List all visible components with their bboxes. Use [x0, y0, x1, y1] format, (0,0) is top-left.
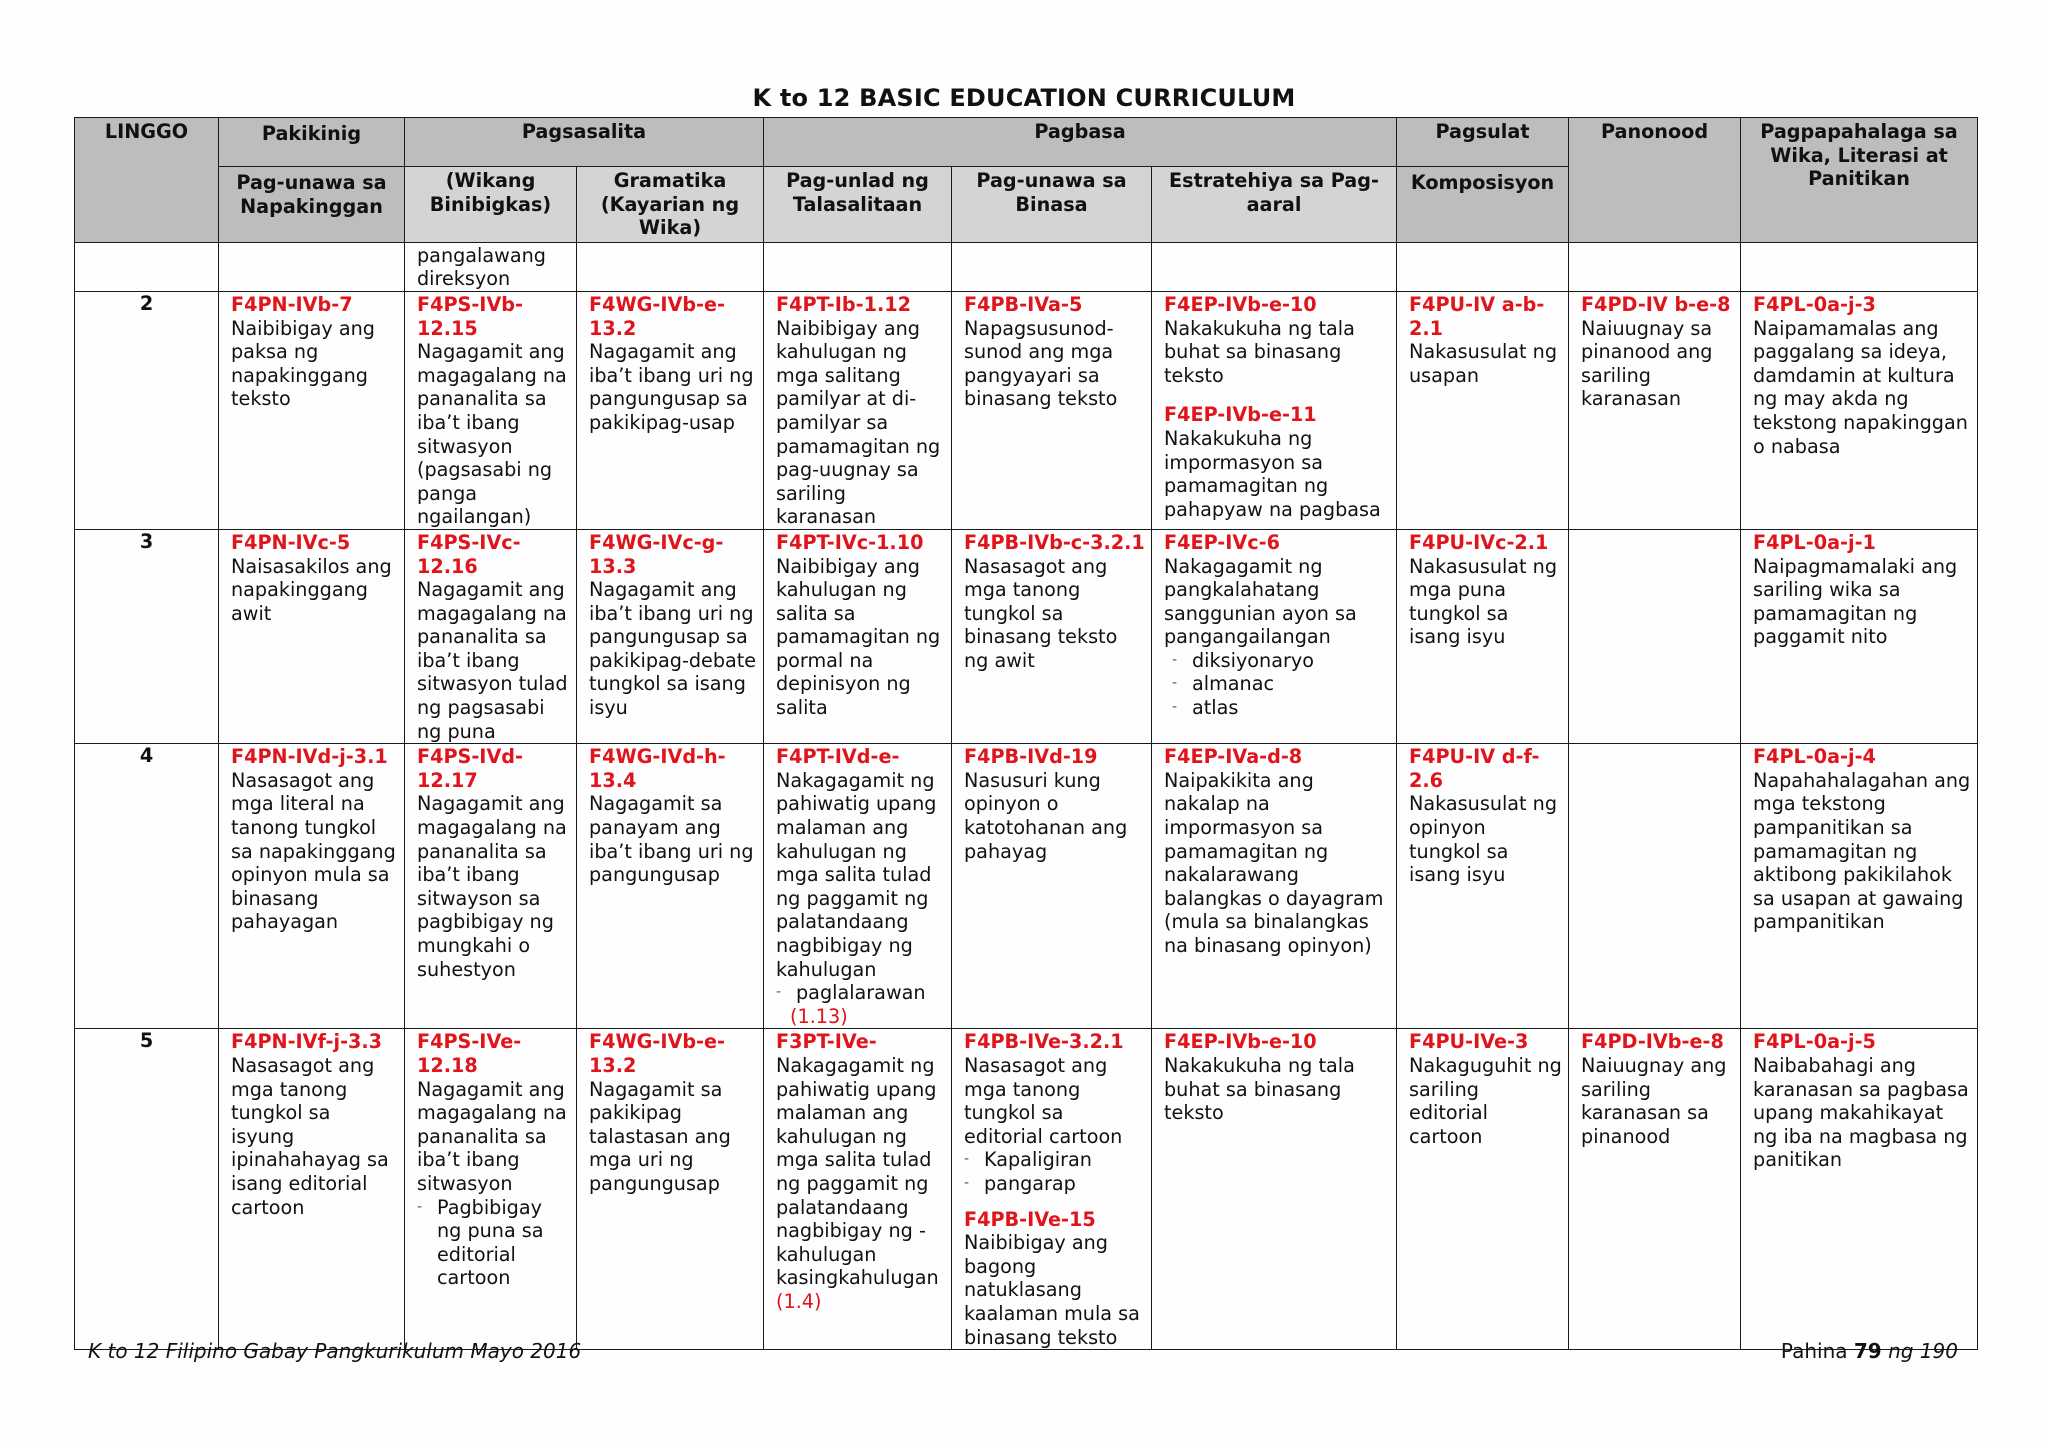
list-item: - Kapaligiran — [964, 1148, 1145, 1172]
page-title: K to 12 BASIC EDUCATION CURRICULUM — [752, 84, 1296, 112]
carry-over-cell: pangalawang direksyon — [405, 242, 577, 291]
header-pagsasalita: Pagsasalita — [405, 118, 764, 167]
cell-pd: F4PD-IVb-e-8 Naiuugnay ang sariling karanasan sa pinanood — [1569, 1029, 1741, 1350]
cell-pd — [1569, 744, 1741, 1029]
cell-ep: F4EP-IVa-d-8 Naipakikita ang nakalap na impormasyon sa pamamagitan ng nakalarawang balangkas o dayagram (mula sa binalangkas na binasang opinyon) — [1152, 744, 1397, 1029]
cell-ep: F4EP-IVb-e-10 Nakakukuha ng tala buhat sa binasang teksto F4EP-IVb-e-11 Nakakukuha ng impormasyon sa pamamagitan ng pahapyaw na pagbasa — [1152, 291, 1397, 529]
header-gramatika: Gramatika (Kayarian ng Wika) — [577, 167, 764, 243]
header-pagpapahalaga: Pagpapahalaga sa Wika, Literasi at Panitikan — [1741, 118, 1978, 243]
sanggunian-list — [1164, 649, 1390, 720]
cell-pu: F4PU-IVe-3 Nakaguguhit ng sariling editorial cartoon — [1397, 1029, 1569, 1350]
header-wikang-binibigkas: (Wikang Binibigkas) — [405, 167, 577, 243]
cell-pn: F4PN-IVc-5 Naisasakilos ang napakinggang awit — [219, 529, 405, 743]
cell-pl: F4PL-0a-j-4 Napahahalagahan ang mga tekstong pampanitikan sa pamamagitan ng aktibong pakikilahok sa usapan at gawaing pampanitikan — [1741, 744, 1978, 1029]
header-pag-unawa-napakinggan: Pag-unawa sa Napakinggan — [219, 167, 405, 243]
header-pagbasa: Pagbasa — [764, 118, 1397, 167]
cell-pd — [1569, 529, 1741, 743]
list-item: - atlas — [1172, 696, 1390, 720]
week-number: 2 — [75, 291, 219, 529]
table-row-week-4 — [75, 744, 1978, 1029]
cell-wg: F4WG-IVd-h-13.4 Nagagamit sa panayam ang iba’t ibang uri ng pangungusap — [577, 744, 764, 1029]
cell-ps: F4PS-IVe-12.18 Nagagamit ang magagalang na pananalita sa iba’t ibang sitwasyon - Pagbibigay ng puna sa editorial cartoon — [405, 1029, 577, 1350]
cell-wg: F4WG-IVc-g-13.3 Nagagamit ang iba’t ibang uri ng pangungusap sa pakikipag-debate tungkol sa isang isyu — [577, 529, 764, 743]
cell-pn: F4PN-IVb-7 Naibibigay ang paksa ng napakinggang teksto — [219, 291, 405, 529]
week-number: 4 — [75, 744, 219, 1029]
footer-document-title: K to 12 Filipino Gabay Pangkurikulum Mayo 2016 — [88, 1339, 582, 1363]
curriculum-table — [74, 117, 1978, 1350]
footer-page-number: Pahina 79 ng 190 — [1780, 1339, 1958, 1363]
list-item: - paglalarawan — [776, 981, 945, 1005]
list-item: - almanac — [1172, 672, 1390, 696]
header-row-top — [75, 118, 1978, 167]
sitwasyon-list — [417, 1196, 570, 1290]
week-number: 5 — [75, 1029, 219, 1350]
table-row-week-5 — [75, 1029, 1978, 1350]
cell-pn: F4PN-IVd-j-3.1 Nasasagot ang mga literal na tanong tungkol sa napakinggang opinyon mula sa binasang pahayagan — [219, 744, 405, 1029]
header-pagsulat: Pagsulat — [1397, 118, 1569, 167]
cell-pt: F3PT-IVe- Nakagagamit ng pahiwatig upang malaman ang kahulugan ng mga salita tulad ng paggamit ng palatandaang nagbibigay ng - kahulugan kasingkahulugan (1.4) — [764, 1029, 952, 1350]
header-estratehiya: Estratehiya sa Pag-aaral — [1152, 167, 1397, 243]
header-pag-unlad-talasalitaan: Pag-unlad ng Talasalitaan — [764, 167, 952, 243]
reference-number: (1.4) — [776, 1289, 822, 1313]
table-row — [75, 242, 1978, 291]
cell-ps: F4PS-IVc-12.16 Nagagamit ang magagalang na pananalita sa iba’t ibang sitwasyon tulad ng pagsasabi ng puna — [405, 529, 577, 743]
week-number: 3 — [75, 529, 219, 743]
cell-pt: F4PT-IVd-e- Nakagagamit ng pahiwatig upang malaman ang kahulugan ng mga salita tulad ng paggamit ng palatandaang nagbibigay ng kahulugan - paglalarawan (1.13) — [764, 744, 952, 1029]
cell-pb: F4PB-IVe-3.2.1 Nasasagot ang mga tanong tungkol sa editorial cartoon - Kapaligiran - pangarap F4PB-IVe-15 Naibibigay ang bagong natuklasang kaalaman mula sa binasang teksto — [952, 1029, 1152, 1350]
palatandaan-list — [776, 981, 945, 1005]
cell-pl: F4PL-0a-j-3 Naipamamalas ang paggalang sa ideya, damdamin at kultura ng may akda ng tekstong napakinggan o nabasa — [1741, 291, 1978, 529]
cell-pt: F4PT-IVc-1.10 Naibibigay ang kahulugan ng salita sa pamamagitan ng pormal na depinisyon ng salita — [764, 529, 952, 743]
cell-pu: F4PU-IVc-2.1 Nakasusulat ng mga puna tungkol sa isang isyu — [1397, 529, 1569, 743]
header-pag-unawa-binasa: Pag-unawa sa Binasa — [952, 167, 1152, 243]
header-linggo: LINGGO — [75, 118, 219, 243]
cell-pd: F4PD-IV b-e-8 Naiuugnay sa pinanood ang sariling karanasan — [1569, 291, 1741, 529]
cell-pl: F4PL-0a-j-1 Naipagmamalaki ang sariling wika sa pamamagitan ng paggamit nito — [1741, 529, 1978, 743]
header-komposisyon: Komposisyon — [1397, 167, 1569, 243]
cell-pl: F4PL-0a-j-5 Naibabahagi ang karanasan sa pagbasa upang makahikayat ng iba na magbasa ng panitikan — [1741, 1029, 1978, 1350]
list-item: - Pagbibigay ng puna sa editorial cartoon — [417, 1196, 570, 1290]
cell-ps: F4PS-IVd-12.17 Nagagamit ang magagalang na pananalita sa iba’t ibang sitwayson sa pagbibigay ng mungkahi o suhestyon — [405, 744, 577, 1029]
list-item: - pangarap — [964, 1172, 1145, 1196]
cell-pt: F4PT-Ib-1.12 Naibibigay ang kahulugan ng mga salitang pamilyar at di-pamilyar sa pamamagitan ng pag-uugnay sa sariling karanasan — [764, 291, 952, 529]
cell-pu: F4PU-IV d-f-2.6 Nakasusulat ng opinyon tungkol sa isang isyu — [1397, 744, 1569, 1029]
table-row-week-2 — [75, 291, 1978, 529]
cell-pb: F4PB-IVb-c-3.2.1 Nasasagot ang mga tanong tungkol sa binasang teksto ng awit — [952, 529, 1152, 743]
cell-pu: F4PU-IV a-b-2.1 Nakasusulat ng usapan — [1397, 291, 1569, 529]
table-row-week-3 — [75, 529, 1978, 743]
cell-ep: F4EP-IVb-e-10 Nakakukuha ng tala buhat sa binasang teksto — [1152, 1029, 1397, 1350]
paksa-list — [964, 1148, 1145, 1195]
header-pakikinig: Pakikinig — [219, 118, 405, 167]
cell-pb: F4PB-IVa-5 Napagsusunod-sunod ang mga pangyayari sa binasang teksto — [952, 291, 1152, 529]
list-item: - diksiyonaryo — [1172, 649, 1390, 673]
cell-wg: F4WG-IVb-e-13.2 Nagagamit ang iba’t ibang uri ng pangungusap sa pakikipag-usap — [577, 291, 764, 529]
cell-ps: F4PS-IVb-12.15 Nagagamit ang magagalang na pananalita sa iba’t ibang sitwasyon (pagsasabi ng panga ngailangan) — [405, 291, 577, 529]
cell-wg: F4WG-IVb-e-13.2 Nagagamit sa pakikipag talastasan ang mga uri ng pangungusap — [577, 1029, 764, 1350]
reference-number: (1.13) — [790, 1004, 848, 1028]
cell-ep: F4EP-IVc-6 Nakagagamit ng pangkalahatang sanggunian ayon sa pangangailangan - diksiyonaryo - almanac - atlas — [1152, 529, 1397, 743]
cell-pb: F4PB-IVd-19 Nasusuri kung opinyon o katotohanan ang pahayag — [952, 744, 1152, 1029]
header-panonood: Panonood — [1569, 118, 1741, 243]
cell-pn: F4PN-IVf-j-3.3 Nasasagot ang mga tanong tungkol sa isyung ipinahahayag sa isang editorial cartoon — [219, 1029, 405, 1350]
